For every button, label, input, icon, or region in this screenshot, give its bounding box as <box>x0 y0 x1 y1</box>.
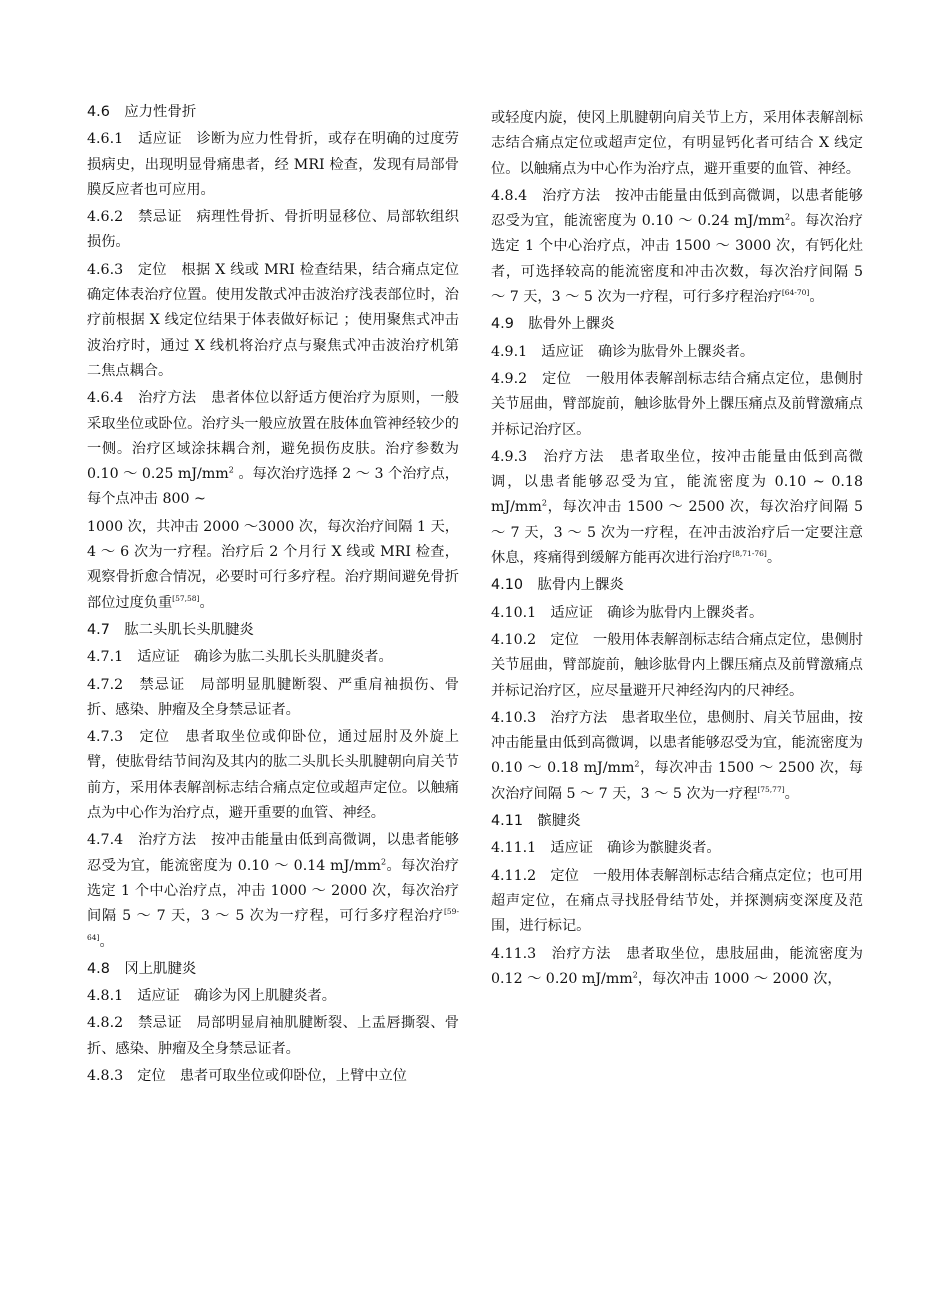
paragraph-4-6-3: 4.6.3 定位 根据 X 线或 MRI 检查结果，结合痛点定位确定体表治疗位置。使用发散式冲击波治疗浅表部位时，治疗前根据 X 线定位结果于体表做好标记 ；使用聚焦式冲击波治疗时，通过 X 线机将治疗点与聚焦式冲击波治疗机第二焦点耦合。 <box>87 261 459 379</box>
paragraph-4-11-1: 4.11.1 适应证 确诊为髌腱炎者。 <box>491 840 721 857</box>
paragraph-4-10-2: 4.10.2 定位 一般用体表解剖标志结合痛点定位，患侧肘关节屈曲，臂部旋前，触诊肱骨内上髁压痛点及前臂激痛点并标记治疗区，应尽量避开尺神经沟内的尺神经。 <box>491 631 863 699</box>
section-heading-4-10: 4.10 肱骨内上髁炎 <box>491 577 624 594</box>
paragraph-4-6-2: 4.6.2 禁忌证 病理性骨折、骨折明显移位、局部软组织损伤。 <box>87 209 459 251</box>
paragraph-4-10-3 <box>491 706 863 807</box>
paragraph-4-7-4 <box>87 828 459 954</box>
paragraph-4-11-2: 4.11.2 定位 一般用体表解剖标志结合痛点定位；也可用超声定位，在痛点寻找胫骨结节处，并探测病变深度及范围，进行标记。 <box>491 867 863 935</box>
section-heading-4-9: 4.9 肱骨外上髁炎 <box>491 316 615 333</box>
paragraph-4-6-1: 4.6.1 适应证 诊断为应力性骨折，或存在明确的过度劳损病史，出现明显骨痛患者，经 MRI 检查，发现有局部骨膜反应者也可应用。 <box>87 131 459 198</box>
period: 。 <box>199 594 214 611</box>
paragraph-4-8-3: 4.8.3 定位 患者可取坐位或仰卧位，上臂中立位 <box>87 1067 407 1084</box>
paragraph-4-8-4-text-cont: 。每次治疗选定 1 个中心治疗点，冲击 1500 ～ 3000 次，有钙化灶者，可选择较高的能流密度和冲击次数，每次治疗间隔 5 ～ 7 天，3 ～ 5 次为一疗程，可行多疗程治疗 <box>491 213 863 306</box>
paragraph-4-6-4 <box>87 386 459 512</box>
paragraph-4-7-2: 4.7.2 禁忌证 局部明显肌腱断裂、严重肩袖损伤、骨折、感染、肿瘤及全身禁忌证者。 <box>87 676 459 718</box>
paragraph-4-11-3-text-cont: ，每次冲击 1000 ～ 2000 次， <box>637 970 842 987</box>
unit-superscript: 2 <box>381 856 387 866</box>
paragraph-4-6-4-continued <box>87 515 459 616</box>
reference-citation: [75,77] <box>757 784 785 794</box>
reference-citation: [8,71-76] <box>732 549 767 559</box>
paragraph-4-8-3-continued: 或轻度内旋，使冈上肌腱朝向肩关节上方，采用体表解剖标志结合痛点定位或超声定位，有明显钙化者可结合 X 线定位。以触痛点为中心作为治疗点，避开重要的血管、神经。 <box>491 110 863 177</box>
right-column <box>491 106 863 994</box>
section-heading-4-6: 4.6 应力性骨折 <box>87 104 197 120</box>
paragraph-4-8-4 <box>491 184 863 310</box>
paragraph-4-6-4-text: 4.6.4 治疗方法 患者体位以舒适方便治疗为原则，一般采取坐位或卧位。治疗头一般应放置在肢体血管神经较少的一侧。治疗区域涂抹耦合剂，避免损伤皮肤。治疗参数为 0.10 ～ 0.25 mJ/mm <box>87 390 459 483</box>
paragraph-4-9-3-text: 4.9.3 治疗方法 患者取坐位，按冲击能量由低到高微调，以患者能够忍受为宜，能流密度为 0.10 ~ 0.18 mJ/mm <box>491 448 863 516</box>
period: 。 <box>809 289 824 306</box>
paragraph-4-7-4-text-cont: 。每次治疗选定 1 个中心治疗点，冲击 1000 ～ 2000 次，每次治疗间隔 5 ～ 7 天，3 ～ 5 次为一疗程，可行多疗程治疗 <box>87 857 459 925</box>
paragraph-4-9-3-text-cont: ，每次冲击 1500 ～ 2500 次，每次治疗间隔 5 ～ 7 天，3 ～ 5 次为一疗程，在冲击波治疗后一定要注意休息，疼痛得到缓解方能再次进行治疗 <box>491 499 863 567</box>
paragraph-4-7-4-text: 4.7.4 治疗方法 按冲击能量由低到高微调，以患者能够忍受为宜，能流密度为 0.10 ～ 0.14 mJ/mm <box>87 832 459 874</box>
paragraph-4-6-4-text-end: 1000 次，共冲击 2000 ～3000 次，每次治疗间隔 1 天， 4 ～ 6 次为一疗程。治疗后 2 个月行 X 线或 MRI 检查，观察骨折愈合情况，必要时可行多疗程。治疗期间避免骨折部位过度负重 <box>87 518 459 611</box>
paragraph-4-10-3-text-cont: ，每次冲击 1500 ～ 2500 次，每次治疗间隔 5 ～ 7 天，3 ～ 5 次为一疗程 <box>491 760 863 802</box>
paragraph-4-11-3-text: 4.11.3 治疗方法 患者取坐位，患肢屈曲，能流密度为 0.12 ～ 0.20 mJ/mm <box>491 945 863 987</box>
reference-citation: [59-64] <box>87 907 459 942</box>
unit-superscript: 2 <box>228 465 234 475</box>
unit-superscript: 2 <box>541 498 547 508</box>
unit-superscript: 2 <box>634 759 640 769</box>
paragraph-4-10-3-text: 4.10.3 治疗方法 患者取坐位，患侧肘、肩关节屈曲，按冲击能量由低到高微调，以患者能够忍受为宜，能流密度为 0.10 ～ 0.18 mJ/mm <box>491 709 863 777</box>
section-heading-4-7: 4.7 肱二头肌长头肌腱炎 <box>87 621 254 638</box>
paragraph-4-10-1: 4.10.1 适应证 确诊为肱骨内上髁炎者。 <box>491 604 764 621</box>
unit-superscript: 2 <box>632 970 638 980</box>
period: 。 <box>99 933 114 950</box>
paragraph-4-7-1: 4.7.1 适应证 确诊为肱二头肌长头肌腱炎者。 <box>87 649 393 666</box>
unit-superscript: 2 <box>785 212 791 222</box>
paragraph-4-11-3 <box>491 942 863 993</box>
period: 。 <box>766 550 782 567</box>
paragraph-4-9-1: 4.9.1 适应证 确诊为肱骨外上髁炎者。 <box>491 343 755 360</box>
paragraph-4-9-2: 4.9.2 定位 一般用体表解剖标志结合痛点定位，患侧肘关节屈曲，臂部旋前，触诊肱骨外上髁压痛点及前臂激痛点并标记治疗区。 <box>491 370 863 438</box>
paragraph-4-8-2: 4.8.2 禁忌证 局部明显肩袖肌腱断裂、上盂唇撕裂、骨折、感染、肿瘤及全身禁忌证者。 <box>87 1015 459 1057</box>
section-heading-4-8: 4.8 冈上肌腱炎 <box>87 960 197 977</box>
reference-citation: [64-70] <box>781 288 810 298</box>
section-heading-4-11: 4.11 髌腱炎 <box>491 813 581 830</box>
paragraph-4-7-3: 4.7.3 定位 患者取坐位或仰卧位，通过屈肘及外旋上臂，使肱骨结节间沟及其内的肱二头肌长头肌腱朝向肩关节前方，采用体表解剖标志结合痛点定位或超声定位。以触痛点为中心作为治疗点，避开重要的血管、神经。 <box>87 729 459 822</box>
paragraph-4-6-4-text-cont: 。每次治疗选择 2 ～ 3 个治疗点，每个点冲击 800 ~ <box>87 466 459 508</box>
paragraph-4-9-3 <box>491 445 863 571</box>
period: 。 <box>784 785 799 802</box>
reference-citation: [57,58] <box>172 593 200 603</box>
paragraph-4-8-4-text: 4.8.4 治疗方法 按冲击能量由低到高微调，以患者能够忍受为宜，能流密度为 0.10 ～ 0.24 mJ/mm <box>491 187 863 230</box>
left-column <box>87 100 459 1091</box>
paragraph-4-8-1: 4.8.1 适应证 确诊为冈上肌腱炎者。 <box>87 988 336 1005</box>
